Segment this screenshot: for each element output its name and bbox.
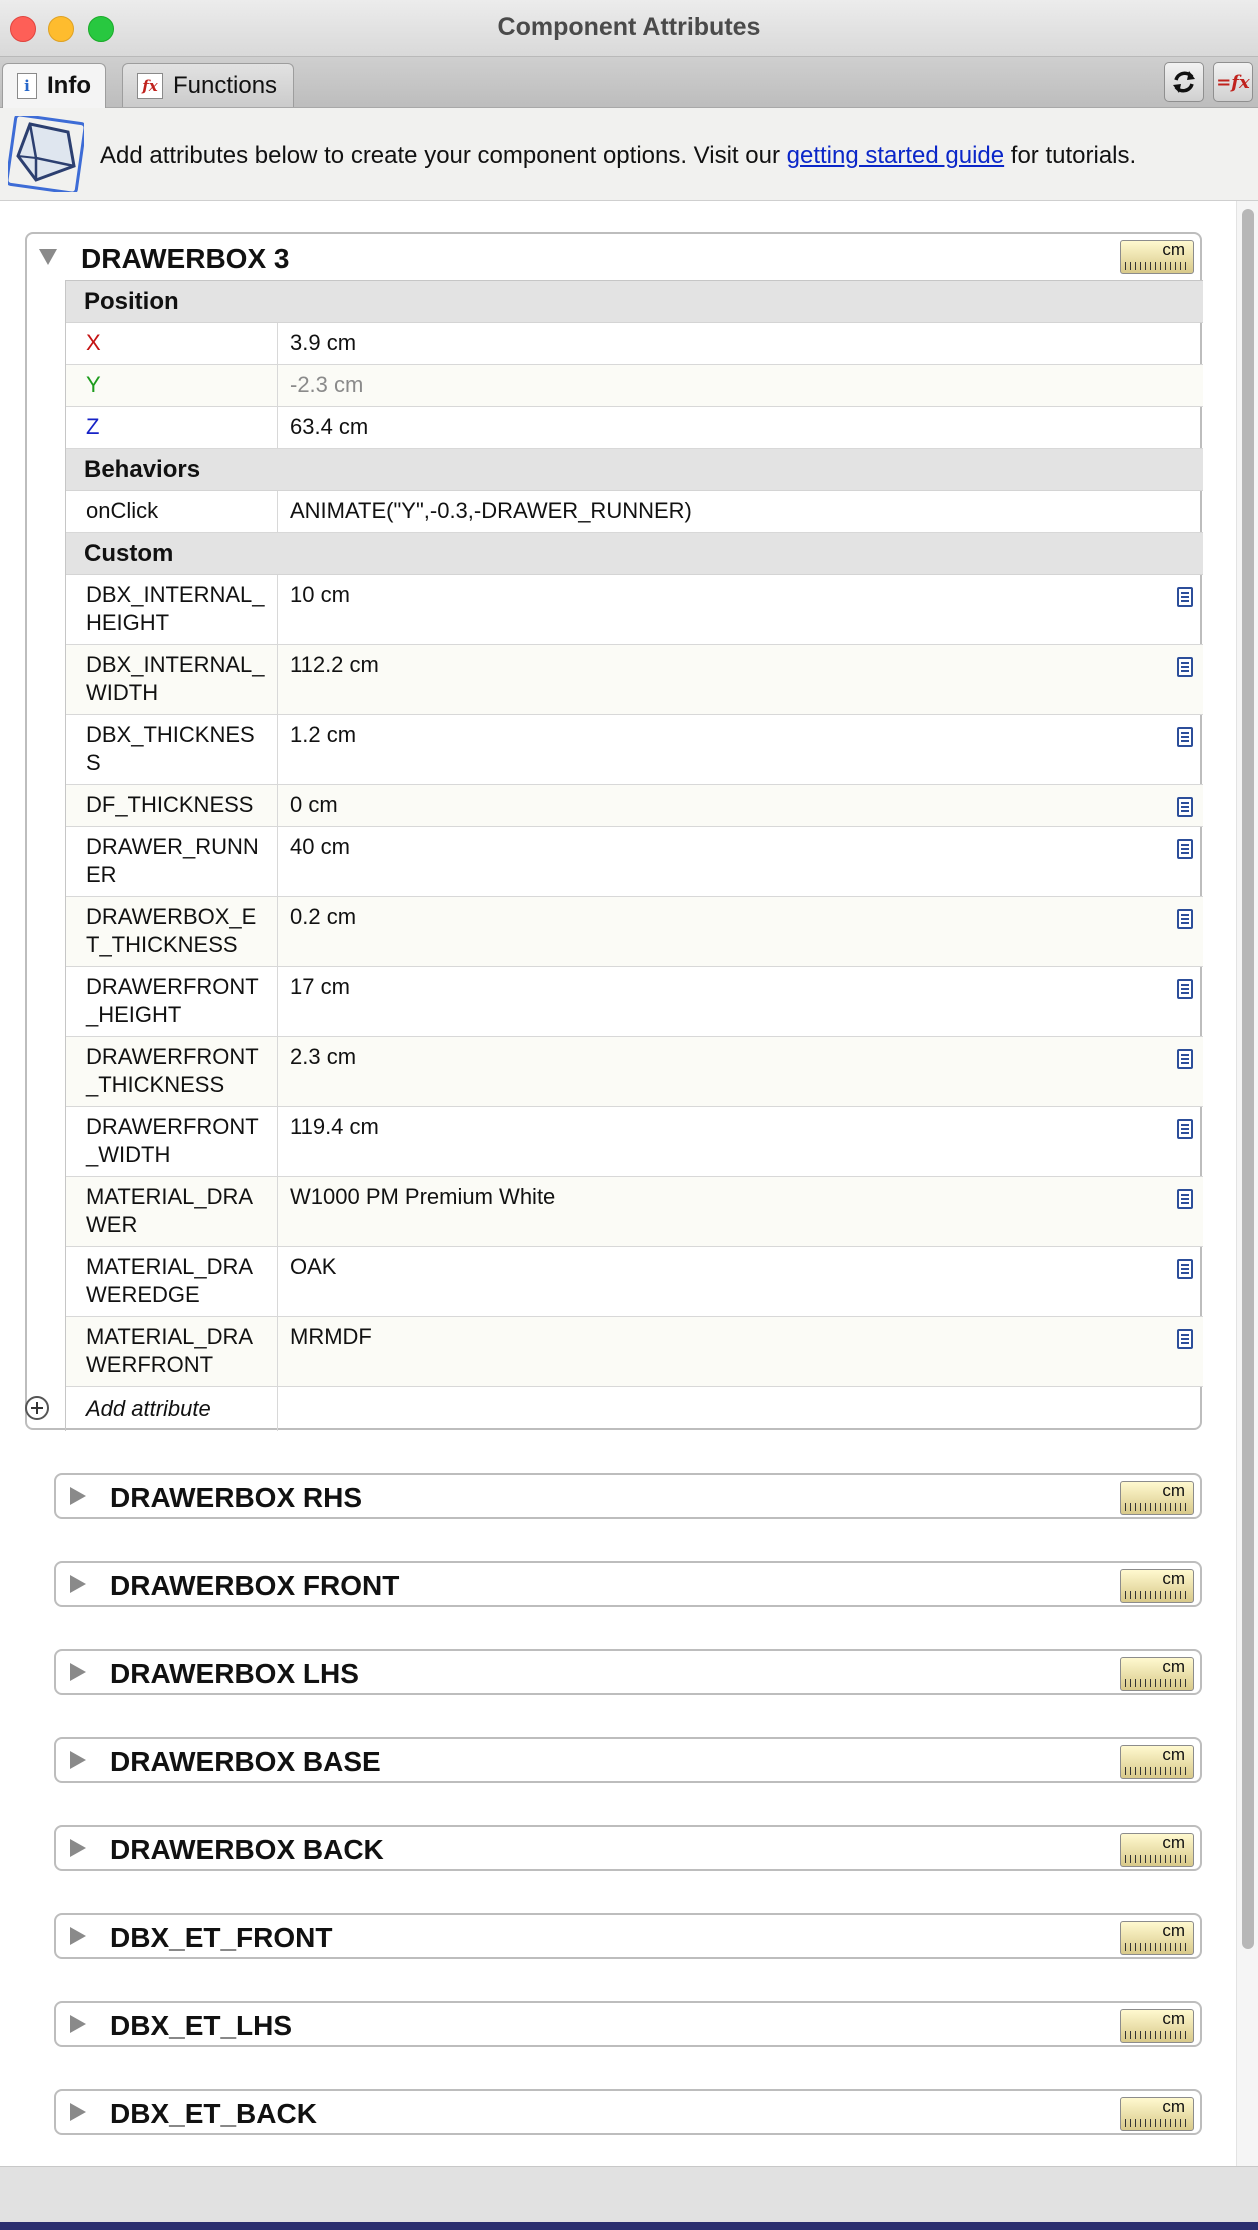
component-dbx-et-back[interactable] (54, 2089, 1202, 2135)
attribute-details-icon[interactable] (1177, 587, 1193, 607)
attribute-name: DBX_INTERNAL_HEIGHT (66, 575, 278, 644)
units-label: cm (1162, 1745, 1185, 1764)
attribute-name: onClick (66, 491, 278, 532)
toggle-formula-view-button[interactable] (1213, 62, 1253, 102)
units-button[interactable] (1120, 1657, 1194, 1691)
units-button[interactable] (1120, 1745, 1194, 1779)
units-button[interactable] (1120, 240, 1194, 274)
attribute-value[interactable]: 0 cm (290, 792, 338, 817)
ruler-icon (1125, 1855, 1189, 1863)
attribute-details-icon[interactable] (1177, 657, 1193, 677)
attribute-details-icon[interactable] (1177, 1119, 1193, 1139)
scrollbar-thumb[interactable] (1242, 209, 1254, 1949)
units-label: cm (1162, 1481, 1185, 1500)
units-button[interactable] (1120, 1921, 1194, 1955)
attribute-name: DRAWERBOX_ET_THICKNESS (66, 897, 278, 966)
attribute-row[interactable] (66, 1177, 1203, 1247)
component-name: DRAWERBOX BACK (110, 1834, 384, 1865)
attribute-name: DF_THICKNESS (66, 785, 278, 826)
component-name: DBX_ET_LHS (110, 2010, 293, 2041)
attribute-row[interactable] (66, 1037, 1203, 1107)
attribute-details-icon[interactable] (1177, 1259, 1193, 1279)
attribute-value[interactable]: 3.9 cm (290, 330, 357, 355)
attribute-value[interactable]: 112.2 cm (290, 652, 379, 677)
banner-message (100, 142, 1136, 170)
attribute-name: MATERIAL_DRAWERFRONT (66, 1317, 278, 1386)
attribute-name: DBX_INTERNAL_WIDTH (66, 645, 278, 714)
attribute-value[interactable]: OAK (290, 1254, 337, 1279)
units-label: cm (1162, 1569, 1185, 1588)
attribute-name: Y (66, 365, 278, 406)
component-drawerbox-3 (25, 232, 1202, 1430)
attribute-details-icon[interactable] (1177, 727, 1193, 747)
banner-text-before: Add attributes below to create your component options. Visit our (100, 142, 787, 169)
attribute-name: DBX_THICKNESS (66, 715, 278, 784)
position-rows (66, 323, 1203, 449)
units-button[interactable] (1120, 2097, 1194, 2131)
attribute-name: MATERIAL_DRAWEREDGE (66, 1247, 278, 1316)
units-button[interactable] (1120, 1833, 1194, 1867)
refresh-button[interactable] (1164, 62, 1204, 102)
attribute-details-icon[interactable] (1177, 979, 1193, 999)
attribute-row[interactable] (66, 645, 1203, 715)
expand-triangle-icon[interactable] (70, 1575, 86, 1593)
attribute-value[interactable]: 1.2 cm (290, 722, 357, 747)
component-cube-icon (8, 116, 84, 192)
attribute-name: X (66, 323, 278, 364)
component-drawerbox-back[interactable] (54, 1825, 1202, 1871)
fx-toggle-icon: =fx (1216, 71, 1250, 93)
attribute-row[interactable] (66, 1247, 1203, 1317)
attribute-details-icon[interactable] (1177, 909, 1193, 929)
component-name: DBX_ET_FRONT (110, 1922, 333, 1953)
attribute-value[interactable]: W1000 PM Premium White (290, 1184, 556, 1209)
attribute-row-onclick[interactable] (66, 491, 1203, 533)
attribute-row-z[interactable] (66, 407, 1203, 449)
attribute-name: MATERIAL_DRAWER (66, 1177, 278, 1246)
expand-triangle-icon[interactable] (70, 1839, 86, 1857)
attribute-details-icon[interactable] (1177, 1049, 1193, 1069)
units-label: cm (1162, 1921, 1185, 1940)
add-attribute-label[interactable]: Add attribute (66, 1387, 278, 1431)
units-label: cm (1162, 2009, 1185, 2028)
attribute-value[interactable]: 63.4 cm (290, 414, 369, 439)
units-label: cm (1162, 2097, 1185, 2116)
component-drawerbox-lhs[interactable] (54, 1649, 1202, 1695)
expand-triangle-icon[interactable] (70, 1663, 86, 1681)
collapse-triangle-icon[interactable] (39, 249, 57, 265)
attribute-name: Z (66, 407, 278, 448)
tab-info[interactable] (2, 63, 106, 108)
custom-rows (66, 575, 1203, 1387)
ruler-icon (1125, 2031, 1189, 2039)
section-custom: Custom (66, 533, 1203, 575)
attribute-row-y[interactable] (66, 365, 1203, 407)
attribute-table (65, 280, 1203, 1431)
expand-triangle-icon[interactable] (70, 1487, 86, 1505)
attribute-value[interactable]: -2.3 cm (290, 372, 364, 397)
attribute-value[interactable]: 2.3 cm (290, 1044, 357, 1069)
units-label: cm (1162, 240, 1185, 259)
vertical-scrollbar[interactable] (1236, 201, 1258, 2166)
attribute-value[interactable]: 40 cm (290, 834, 350, 859)
tab-info-label: Info (47, 72, 91, 99)
component-name: DRAWERBOX FRONT (110, 1570, 400, 1601)
fx-icon: fx (137, 73, 163, 99)
add-attribute-icon[interactable] (25, 1396, 49, 1420)
ruler-icon (1125, 2119, 1189, 2127)
bottom-status-bar (0, 2166, 1258, 2223)
attribute-details-icon[interactable] (1177, 1189, 1193, 1209)
component-name: DRAWERBOX RHS (110, 1482, 363, 1513)
tab-functions[interactable] (122, 63, 294, 107)
component-name: DRAWERBOX LHS (110, 1658, 359, 1689)
refresh-icon (1170, 68, 1198, 96)
attribute-name: DRAWERFRONT_WIDTH (66, 1107, 278, 1176)
info-icon: i (17, 73, 37, 99)
attribute-value[interactable]: 119.4 cm (290, 1114, 379, 1139)
expand-triangle-icon[interactable] (70, 2015, 86, 2033)
expand-triangle-icon[interactable] (70, 1927, 86, 1945)
component-dbx-et-front[interactable] (54, 1913, 1202, 1959)
behavior-rows (66, 491, 1203, 533)
attribute-name: DRAWERFRONT_THICKNESS (66, 1037, 278, 1106)
ruler-icon (1125, 1767, 1189, 1775)
ruler-icon (1125, 1943, 1189, 1951)
expand-triangle-icon[interactable] (70, 1751, 86, 1769)
add-attribute-row[interactable] (66, 1387, 1203, 1431)
ruler-icon (1125, 262, 1189, 270)
component-name: DRAWERBOX BASE (110, 1746, 381, 1777)
attribute-details-icon[interactable] (1177, 797, 1193, 817)
component-drawerbox-base[interactable] (54, 1737, 1202, 1783)
units-button[interactable] (1120, 1569, 1194, 1603)
getting-started-link[interactable]: getting started guide (786, 142, 1005, 169)
attribute-value[interactable]: 17 cm (290, 974, 350, 999)
attribute-name: DRAWER_RUNNER (66, 827, 278, 896)
tab-functions-label: Functions (173, 71, 278, 99)
section-position: Position (66, 281, 1203, 323)
component-drawerbox-rhs[interactable] (54, 1473, 1202, 1519)
attribute-details-icon[interactable] (1177, 1329, 1193, 1349)
attribute-value[interactable]: 10 cm (290, 582, 350, 607)
component-name: DRAWERBOX 3 (81, 243, 290, 274)
component-dbx-et-lhs[interactable] (54, 2001, 1202, 2047)
attribute-value[interactable]: MRMDF (290, 1324, 372, 1349)
window-bottom-edge (0, 2222, 1258, 2230)
attribute-row[interactable] (66, 1107, 1203, 1177)
attribute-details-icon[interactable] (1177, 839, 1193, 859)
tab-bar (0, 57, 1258, 108)
attribute-row[interactable] (66, 897, 1203, 967)
units-label: cm (1162, 1657, 1185, 1676)
attribute-value[interactable]: ANIMATE("Y",-0.3,-DRAWER_RUNNER) (290, 498, 692, 523)
ruler-icon (1125, 1503, 1189, 1511)
title-bar (0, 0, 1258, 57)
attribute-row[interactable] (66, 575, 1203, 645)
ruler-icon (1125, 1591, 1189, 1599)
info-banner (0, 108, 1258, 201)
units-button[interactable] (1120, 2009, 1194, 2043)
ruler-icon (1125, 1679, 1189, 1687)
section-behaviors: Behaviors (66, 449, 1203, 491)
expand-triangle-icon[interactable] (70, 2103, 86, 2121)
attribute-name: DRAWERFRONT_HEIGHT (66, 967, 278, 1036)
window-title: Component Attributes (497, 13, 761, 41)
banner-text-after: for tutorials. (1004, 142, 1137, 169)
attribute-row[interactable] (66, 715, 1203, 785)
attribute-value[interactable]: 0.2 cm (290, 904, 357, 929)
units-label: cm (1162, 1833, 1185, 1852)
component-header[interactable] (27, 234, 1200, 280)
component-name: DBX_ET_BACK (110, 2098, 317, 2129)
attribute-row[interactable] (66, 827, 1203, 897)
attribute-row[interactable] (66, 967, 1203, 1037)
units-button[interactable] (1120, 1481, 1194, 1515)
attribute-row-x[interactable] (66, 323, 1203, 365)
attribute-row[interactable] (66, 785, 1203, 827)
component-drawerbox-front[interactable] (54, 1561, 1202, 1607)
attribute-row[interactable] (66, 1317, 1203, 1387)
